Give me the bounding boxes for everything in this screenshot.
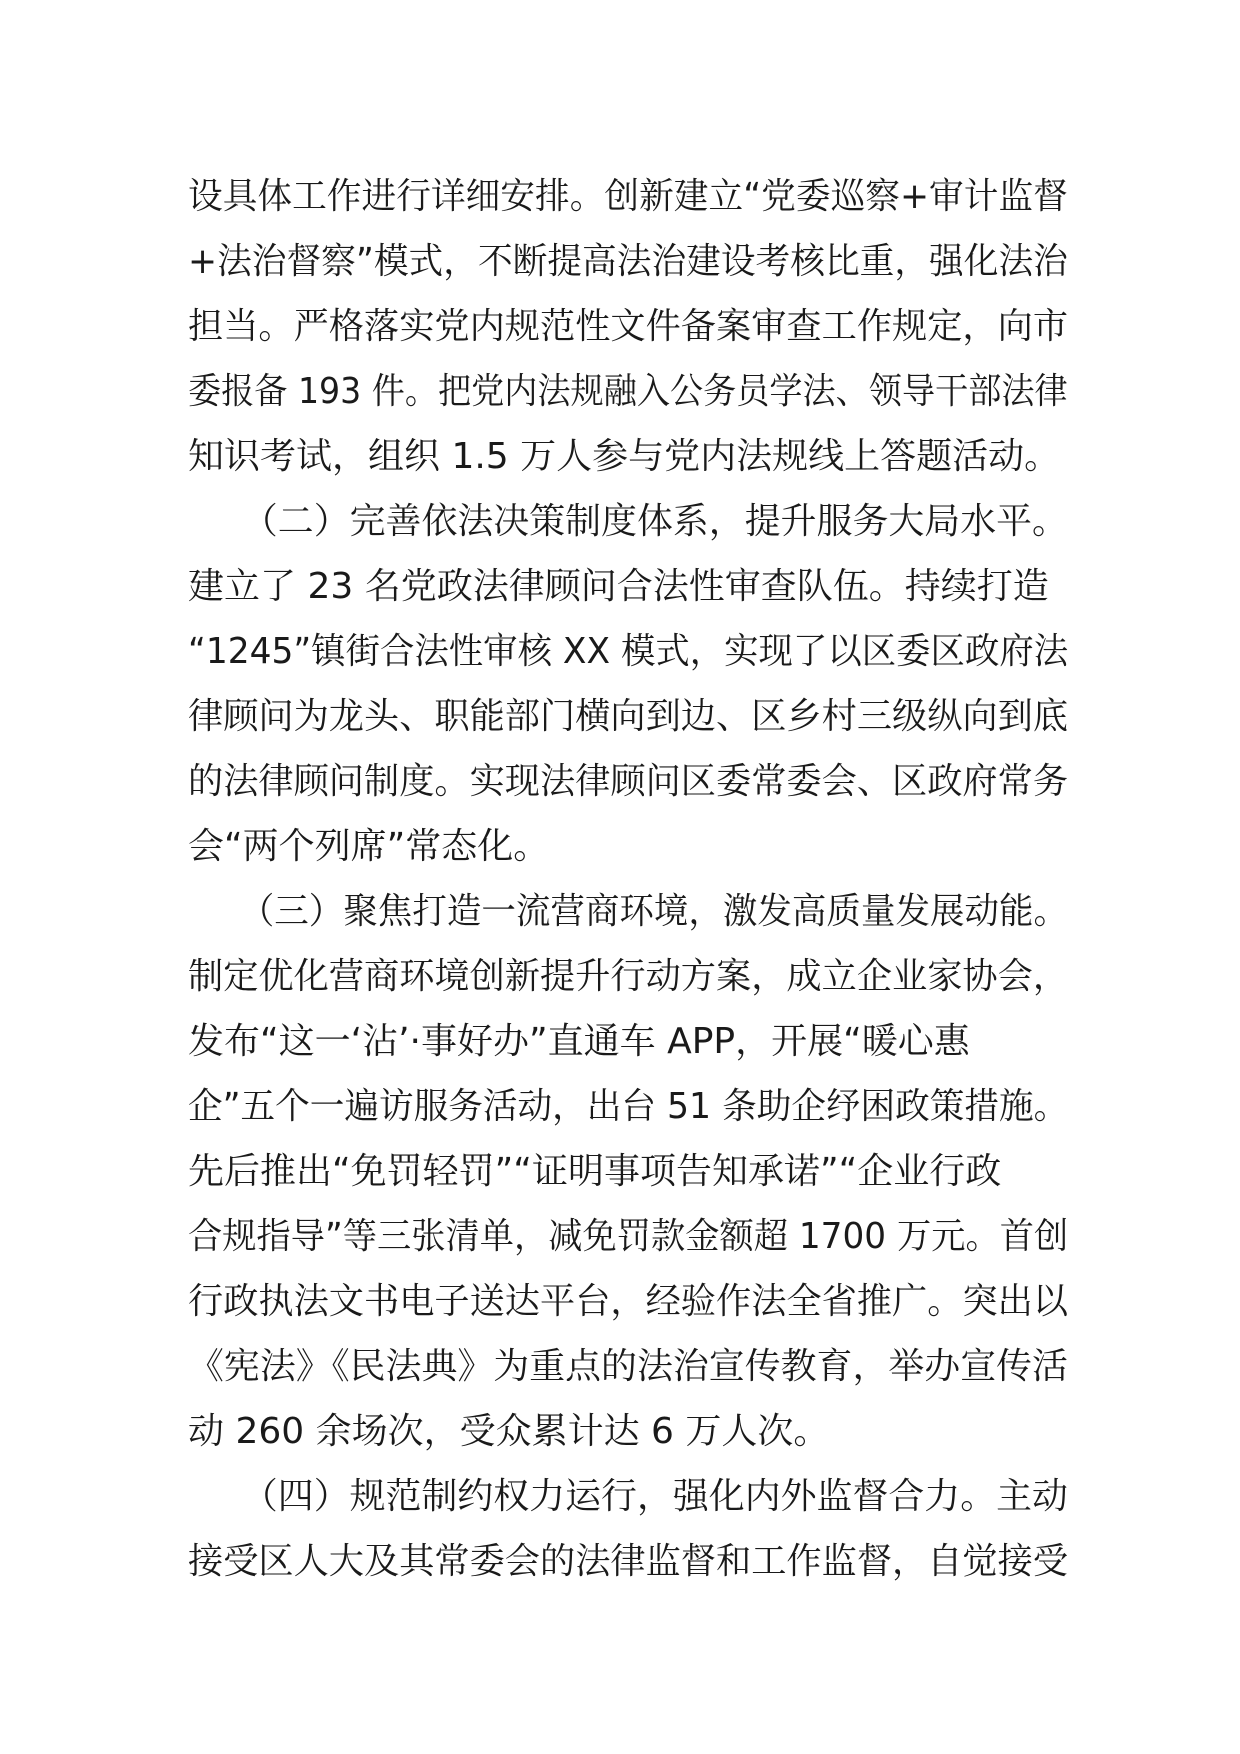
section-heading-2: （二）完善依法决策制度体系，提升服务大局水平。 bbox=[188, 501, 1068, 542]
text-line: 制定优化营商环境创新提升行动方案，成立企业家协会， bbox=[188, 956, 1069, 997]
text-line: 会“两个列席”常态化。 bbox=[188, 826, 550, 867]
text-line: 律顾问为龙头、职能部门横向到边、区乡村三级纵向到底 bbox=[188, 696, 1069, 737]
text-line: 先后推出“免罚轻罚”“证明事项告知承诺”“企业行政 bbox=[188, 1151, 1002, 1192]
text-line: 知识考试，组织 1.5 万人参与党内法规线上答题活动。 bbox=[188, 436, 1061, 477]
text-line: “1245”镇街合法性审核 XX 模式，实现了以区委区政府法 bbox=[188, 631, 1069, 672]
text-line: 发布“这一‘沾’·事好办”直通车 APP，开展“暖心惠 bbox=[188, 1021, 970, 1062]
text-line: 合规指导”等三张清单，减免罚款金额超 1700 万元。首创 bbox=[188, 1216, 1069, 1257]
section-heading-4: （四）规范制约权力运行，强化内外监督合力。主动 bbox=[188, 1476, 1068, 1517]
text-line: 建立了 23 名党政法律顾问合法性审查队伍。持续打造 bbox=[188, 566, 1049, 607]
text-line: +法治督察”模式，不断提高法治建设考核比重，强化法治 bbox=[188, 241, 1068, 282]
text-line: 设具体工作进行详细安排。创新建立“党委巡察+审计监督 bbox=[188, 176, 1068, 217]
text-line: 行政执法文书电子送达平台，经验作法全省推广。突出以 bbox=[188, 1281, 1069, 1322]
text-line: 《宪法》《民法典》为重点的法治宣传教育，举办宣传活 bbox=[188, 1346, 1068, 1387]
text-line: 委报备 193 件。把党内法规融入公务员学法、领导干部法律 bbox=[188, 371, 1068, 412]
text-line: 的法律顾问制度。实现法律顾问区委常委会、区政府常务 bbox=[188, 761, 1069, 802]
text-line: 企”五个一遍访服务活动，出台 51 条助企纾困政策措施。 bbox=[188, 1086, 1069, 1127]
text-line: 担当。严格落实党内规范性文件备案审查工作规定，向市 bbox=[188, 306, 1069, 347]
section-heading-3: （三）聚焦打造一流营商环境，激发高质量发展动能。 bbox=[188, 891, 1069, 932]
body-text bbox=[188, 164, 1068, 1594]
text-line: 动 260 余场次，受众累计达 6 万人次。 bbox=[188, 1411, 830, 1452]
text-line: 接受区人大及其常委会的法律监督和工作监督，自觉接受 bbox=[188, 1541, 1069, 1582]
